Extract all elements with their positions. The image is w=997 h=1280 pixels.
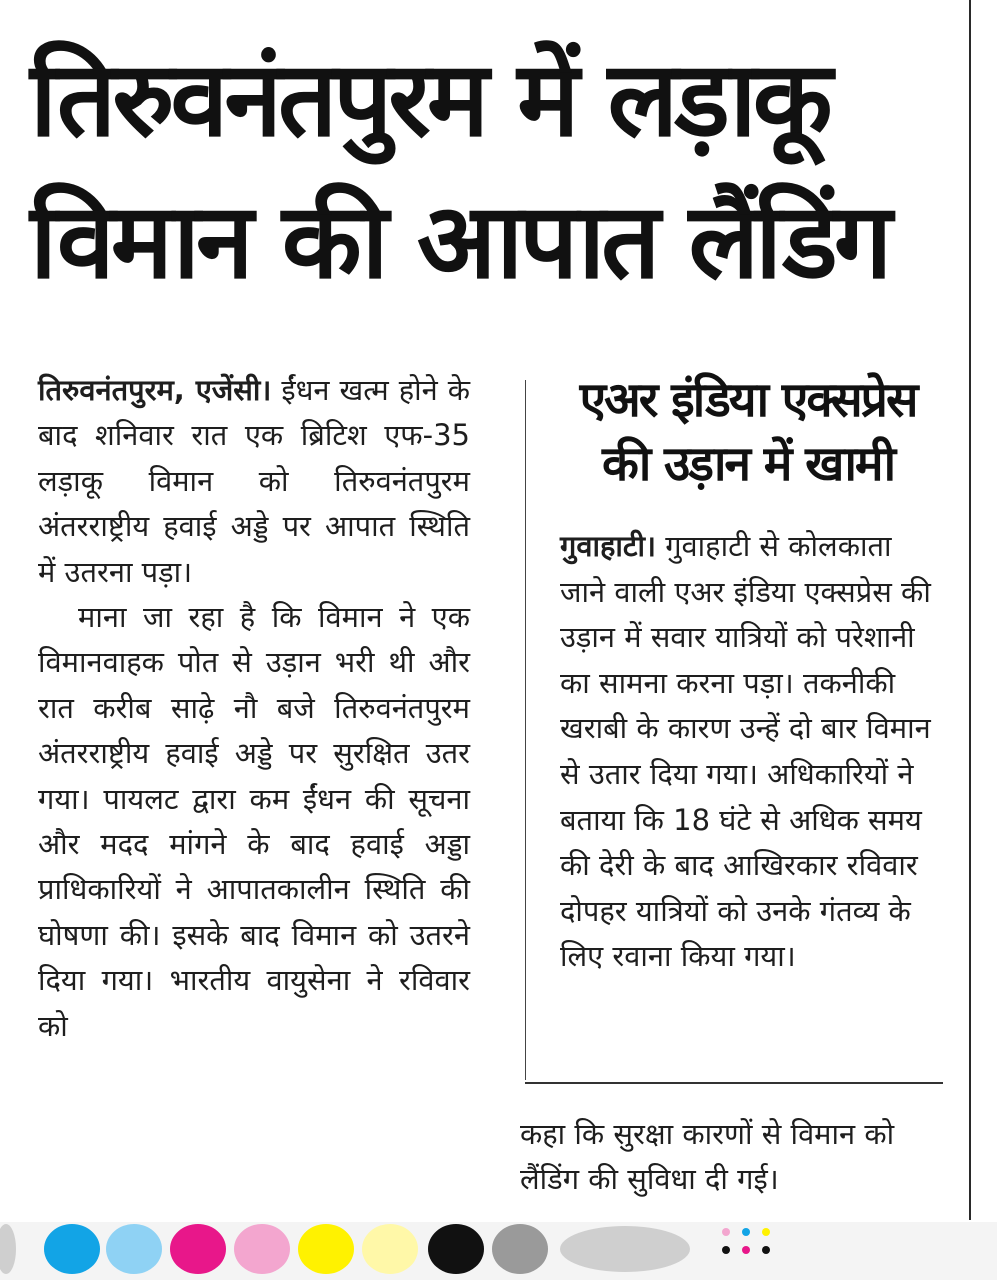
main-headline-line-2: विमान की आपात लैंडिंग xyxy=(30,180,889,302)
mini-dot-cyan xyxy=(742,1228,750,1236)
side-story-body-text: गुवाहाटी से कोलकाता जाने वाली एअर इंडिया एक्सप्रेस की उड़ान में सवार यात्रियों को परेशानी का सामना करना पड़ा। तकनीकी खराबी के कारण उन्हें दो बार विमान से उतार दिया गया। अधिकारियों ने बताया कि 18 घंटे से अधिक समय की देरी के बाद आखिरकार रविवार दोपहर यात्रियों को उनके गंतव्य के लिए रवाना किया गया। xyxy=(560,529,931,974)
side-story-headline-line-1: एअर इंडिया एक्सप्रेस xyxy=(579,372,917,428)
main-story-dateline: तिरुवनंतपुरम, एजेंसी। xyxy=(38,373,272,407)
light-magenta-swatch xyxy=(234,1224,290,1274)
side-story-headline-line-2: की उड़ान में खामी xyxy=(601,436,895,492)
mini-dot-yellow xyxy=(762,1228,770,1236)
mini-dot-magenta xyxy=(742,1246,750,1254)
black-swatch xyxy=(428,1224,484,1274)
side-story-body xyxy=(560,524,938,980)
main-story-para-1 xyxy=(38,368,470,595)
column-divider xyxy=(525,380,526,1080)
main-story-continuation: कहा कि सुरक्षा कारणों से विमान को लैंडिंग की सुविधा दी गई। xyxy=(520,1117,895,1197)
magenta-swatch xyxy=(170,1224,226,1274)
light-cyan-swatch xyxy=(106,1224,162,1274)
side-box-bottom-rule xyxy=(525,1082,943,1084)
mini-dot-black-1 xyxy=(722,1246,730,1254)
light-yellow-swatch xyxy=(362,1224,418,1274)
light-gray-oval-swatch xyxy=(560,1226,690,1272)
side-story-column xyxy=(560,524,938,980)
main-story-column xyxy=(38,368,470,1049)
mini-dot-pink xyxy=(722,1228,730,1236)
gray-swatch xyxy=(492,1224,548,1274)
main-headline xyxy=(30,28,960,312)
mini-dot-black-2 xyxy=(762,1246,770,1254)
side-story-dateline: गुवाहाटी। xyxy=(560,529,656,563)
side-story-headline xyxy=(548,368,948,496)
page-edge-rule xyxy=(969,0,971,1220)
yellow-swatch xyxy=(298,1224,354,1274)
main-headline-line-1: तिरुवनंतपुरम में लड़ाकू xyxy=(30,38,829,160)
cyan-swatch xyxy=(44,1224,100,1274)
main-story-para-2: माना जा रहा है कि विमान ने एक विमानवाहक पोत से उड़ान भरी थी और रात करीब साढ़े नौ बजे तिरुवनंतपुरम अंतरराष्ट्रीय हवाई अड्डे पर सुरक्षित उतर गया। पायलट द्वारा कम ईंधन की सूचना और मदद मांगने के बाद हवाई अड्डा प्राधिकारियों ने आपातकालीन स्थिति की घोषणा की। इसके बाद विमान को उतरने दिया गया। भारतीय वायुसेना ने रविवार को xyxy=(38,600,470,1043)
main-story-para-1-text: ईंधन खत्म होने के बाद शनिवार रात एक ब्रिटिश एफ-35 लड़ाकू विमान को तिरुवनंतपुरम अंतरराष्ट्रीय हवाई अड्डे पर आपात स्थिति में उतरना पड़ा। xyxy=(38,373,470,589)
